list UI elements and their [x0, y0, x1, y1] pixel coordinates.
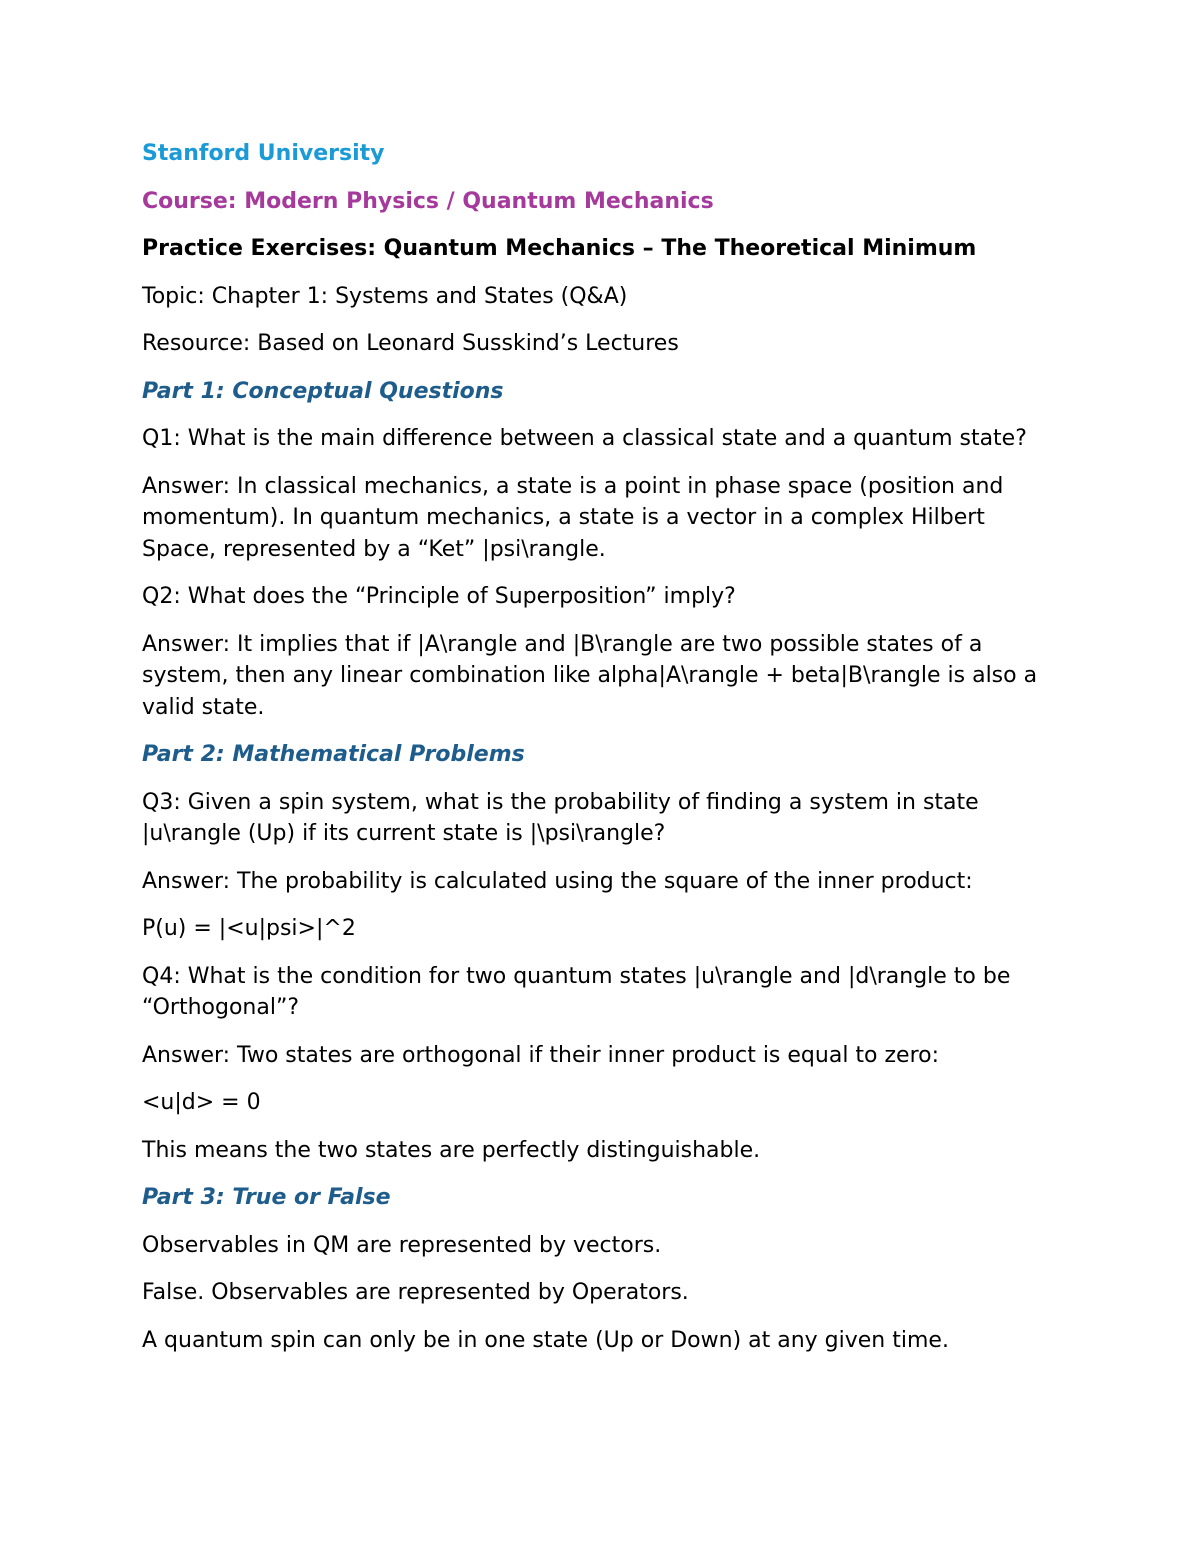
answer-4-formula: <u|d> = 0: [142, 1090, 261, 1115]
question-1: Q1: What is the main difference between a classical state and a quantum state?: [142, 426, 1027, 451]
question-4: Q4: What is the condition for two quantum states |u\rangle and |d\rangle to be “Orthogonal”?: [142, 963, 1011, 1020]
part2-heading: Part 2: Mathematical Problems: [142, 742, 525, 767]
document-title: Practice Exercises: Quantum Mechanics – The Theoretical Minimum: [142, 236, 977, 261]
answer-3: Answer: The probability is calculated using the square of the inner product:: [142, 868, 973, 894]
statement-1: Observables in QM are represented by vectors.: [142, 1232, 662, 1258]
answer-4-note: This means the two states are perfectly distinguishable.: [142, 1137, 761, 1163]
answer-2: Answer: It implies that if |A\rangle and |B\rangle are two possible states of a system, then any linear combination like alpha|A\rangle + beta|B\rangle is also a valid state.: [142, 631, 1038, 720]
answer-3-formula: P(u) = |<u|psi>|^2: [142, 916, 356, 941]
part3-heading: Part 3: True or False: [142, 1185, 391, 1210]
answer-1: Answer: In classical mechanics, a state is a point in phase space (position and momentum). In quantum mechanics, a state is a vector in a complex Hilbert Space, represented by a “Ket” |psi\rangle.: [142, 473, 1004, 562]
resource-line: Resource: Based on Leonard Susskind’s Lectures: [142, 331, 679, 356]
part1-heading: Part 1: Conceptual Questions: [142, 378, 504, 404]
statement-2: A quantum spin can only be in one state (Up or Down) at any given time.: [142, 1327, 949, 1353]
university-name: Stanford University: [142, 141, 385, 166]
statement-1-answer: False. Observables are represented by Operators.: [142, 1280, 689, 1305]
document-page: [142, 138, 1062, 1372]
question-2: Q2: What does the “Principle of Superposition” imply?: [142, 584, 736, 609]
course-name: Course: Modern Physics / Quantum Mechanics: [142, 188, 714, 214]
answer-4: Answer: Two states are orthogonal if their inner product is equal to zero:: [142, 1042, 940, 1068]
topic-line: Topic: Chapter 1: Systems and States (Q&A): [142, 283, 628, 309]
question-3: Q3: Given a spin system, what is the probability of finding a system in state |u\rangle (Up) if its current state is |\psi\rangle?: [142, 789, 979, 846]
